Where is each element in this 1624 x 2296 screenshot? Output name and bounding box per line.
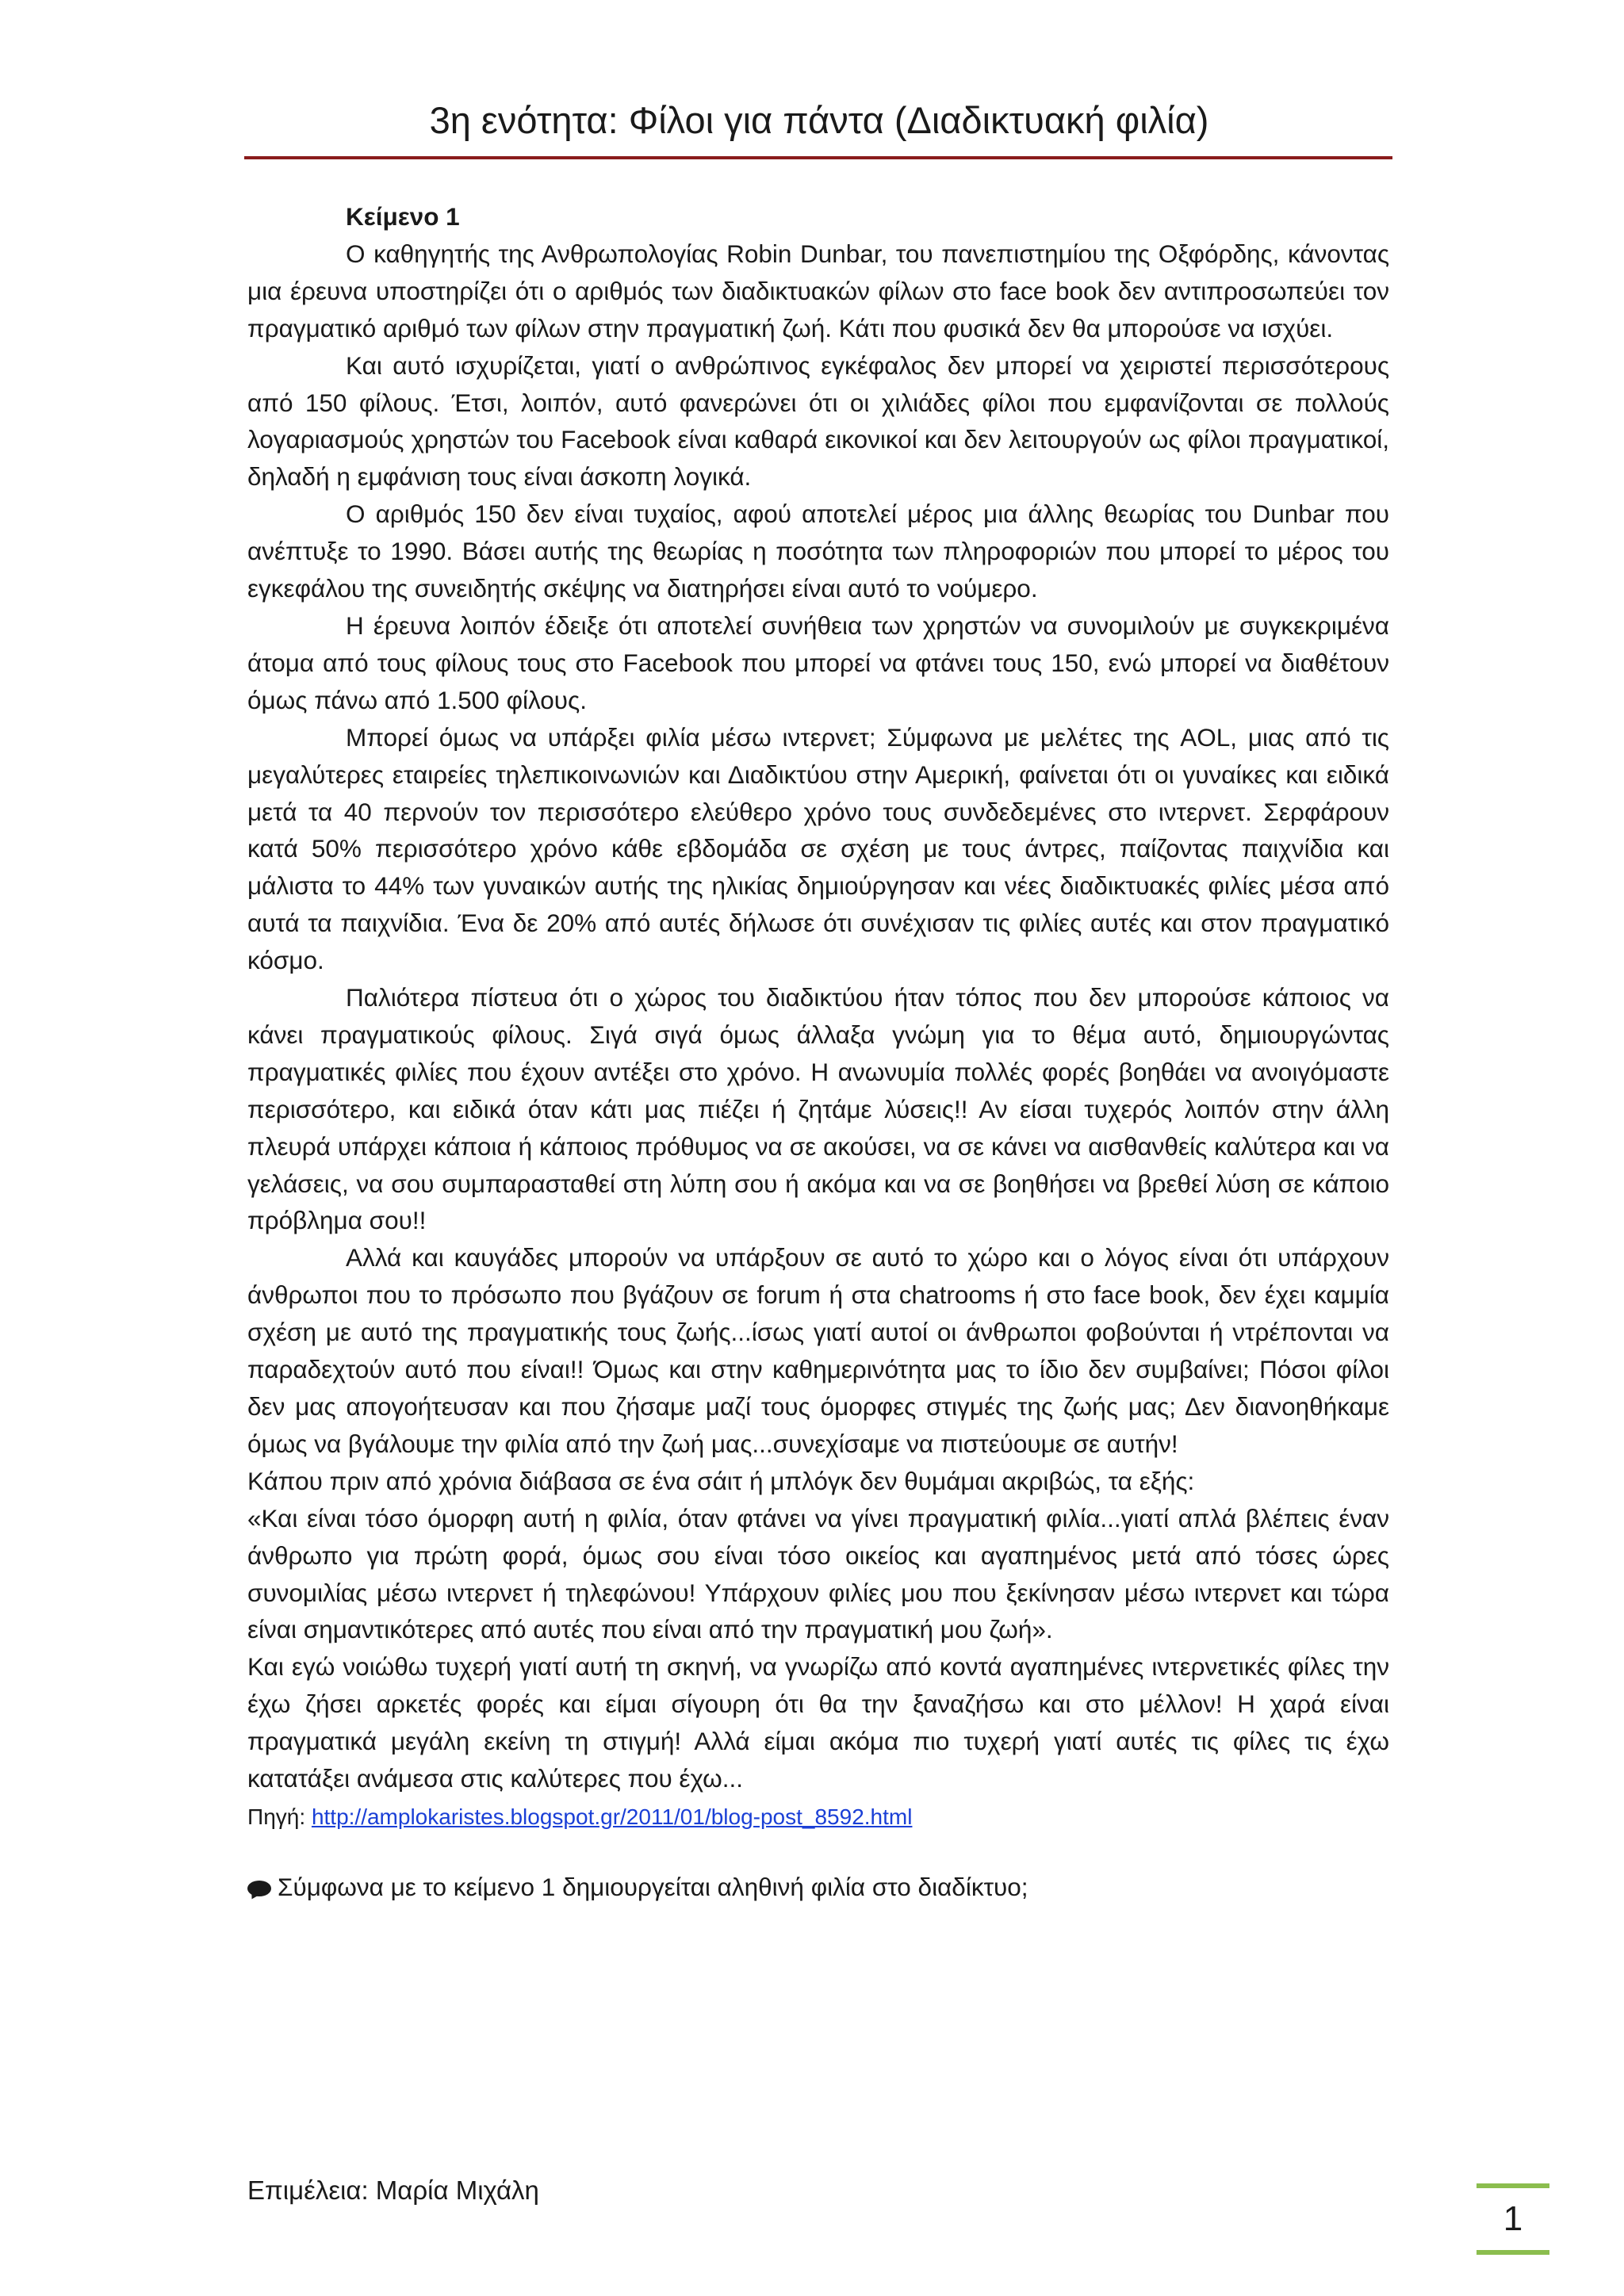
section-title: Κείμενο 1 (346, 202, 460, 231)
question-text: Σύμφωνα με το κείμενο 1 δημιουργείται αληθινή φιλία στο διαδίκτυο; (278, 1872, 1028, 1901)
paragraph-4: Η έρευνα λοιπόν έδειξε ότι αποτελεί συνήθεια των χρηστών να συνομιλούν με συγκεκριμένα άτομα από τους φίλους τους στο Facebook που μπορεί να φτάνει τους 150, ενώ μπορεί να διαθέτουν όμως πάνω από 1.500 φίλους. (247, 610, 1389, 714)
footer-editor: Επιμέλεια: Μαρία Μιχάλη (247, 2175, 539, 2205)
paragraph-5: Μπορεί όμως να υπάρξει φιλία μέσω ιντερνετ; Σύμφωνα με μελέτες της AOL, μιας από τις μεγαλύτερες εταιρείες τηλεπικοινωνιών και Διαδικτύου στην Αμερική, φαίνεται ότι οι γυναίκες και ειδικά μετά τα 40 περνούν τον περισσότερο ελεύθερο χρόνο τους συνδεδεμένες στο ιντερνετ. Σερφάρουν κατά 50% περισσότερο χρόνο κάθε εβδομάδα σε σχέση με τους άντρες, παίζοντας παιχνίδια και μάλιστα το 44% των γυναικών αυτής της ηλικίας δημιούργησαν και νέες διαδικτυακές φιλίες μέσα από αυτά τα παιχνίδια. Ένα δε 20% από αυτές δήλωσε ότι συνέχισαν τις φιλίες αυτές και στον πραγματικό κόσμο. (247, 722, 1389, 975)
speech-bubble-icon (247, 1881, 271, 1898)
paragraph-7: Αλλά και καυγάδες μπορούν να υπάρξουν σε αυτό το χώρο και ο λόγος είναι ότι υπάρχουν άνθρωποι που το πρόσωπο που βγάζουν σε forum ή στα chatrooms ή στο face book, δεν έχει καμμία σχέση με αυτό της πραγματικής τους ζωής...ίσως γιατί αυτοί οι άνθρωποι φοβούνται ή ντρέπονται να παραδεχτούν αυτό που είναι!! Όμως και στην καθημερινότητα μας το ίδιο δεν συμβαίνει; Πόσοι φίλοι δεν μας απογοήτευσαν και που ζήσαμε μαζί τους όμορφες στιγμές της ζωής μας; Δεν διανοηθήκαμε όμως να βγάλουμε την φιλία από την ζωή μας...συνεχίσαμε να πιστεύουμε σε αυτήν! (247, 1243, 1389, 1458)
paragraph-10: Και εγώ νοιώθω τυχερή γιατί αυτή τη σκηνή, να γνωρίζω από κοντά αγαπημένες ιντερνετικές φίλες την έχω ζήσει αρκετές φορές και είμαι σίγουρη ότι θα την ξαναζήσω και στο μέλλον! Η χαρά είναι πραγματικά μεγάλη εκείνη τη στιγμή! Αλλά είμαι ακόμα πιο τυχερή γιατί αυτές τις φίλες τις έχω κατατάξει ανάμεσα στις καλύτερες που έχω... (247, 1652, 1389, 1793)
source-link[interactable]: http://amplokaristes.blogspot.gr/2011/01/blog-post_8592.html (311, 1804, 913, 1829)
source-line (247, 1799, 1389, 1835)
source-label: Πηγή: (247, 1804, 312, 1829)
page-number: 1 (1503, 2199, 1523, 2238)
paragraph-3: Ο αριθμός 150 δεν είναι τυχαίος, αφού αποτελεί μέρος μια άλλης θεωρίας του Dunbar που ανέπτυξε το 1990. Βάσει αυτής της θεωρίας η ποσότητα των πληροφοριών που μπορεί το μέρος του εγκεφάλου της συνειδητής σκέψης να διατηρήσει είναι αυτό το νούμερο. (247, 499, 1389, 603)
page-number-bottom-bar (1477, 2250, 1549, 2255)
question-line (247, 1869, 1389, 1906)
paragraph-8: Κάπου πριν από χρόνια διάβασα σε ένα σάιτ ή μπλόγκ δεν θυμάμαι ακριβώς, τα εξής: (247, 1466, 1195, 1495)
quote-paragraph: «Και είναι τόσο όμορφη αυτή η φιλία, όταν φτάνει να γίνει πραγματική φιλία...γιατί απλά βλέπεις έναν άνθρωπο για πρώτη φορά, όμως σου είναι τόσο οικείος και αγαπημένος μετά από τόσες ώρες συνομιλίας μέσω ιντερνετ ή τηλεφώνου! Υπάρχουν φιλίες μου που ξεκίνησαν μέσω ιντερνετ και τώρα είναι σημαντικότερες από αυτές που είναι από την πραγματική μου ζωή». (247, 1503, 1389, 1644)
paragraph-6: Παλιότερα πίστευα ότι ο χώρος του διαδικτύου ήταν τόπος που δεν μπορούσε κάποιος να κάνει πραγματικούς φίλους. Σιγά σιγά όμως άλλαξα γνώμη για το θέμα αυτό, δημιουργώντας πραγματικές φιλίες που έχουν αντέξει στο χρόνο. Η ανωνυμία πολλές φορές βοηθάει να ανοιγόμαστε περισσότερο, και ειδικά όταν κάτι μας πιέζει ή ζητάμε λύσεις!! Αν είσαι τυχερός λοιπόν στην άλλη πλευρά υπάρχει κάποια ή κάποιος πρόθυμος να σε ακούσει, να σε κάνει να αισθανθείς καλύτερα και να γελάσεις, να σου συμπαρασταθεί στη λύπη σου ή ακόμα και να σε βοηθήσει να βρεθεί λύση σε κάποιο πρόβλημα σου!! (247, 983, 1389, 1235)
paragraph-2: Και αυτό ισχυρίζεται, γιατί ο ανθρώπινος εγκέφαλος δεν μπορεί να χειριστεί περισσότερους από 150 φίλους. Έτσι, λοιπόν, αυτό φανερώνει ότι οι χιλιάδες φίλοι που εμφανίζονται σε πολλούς λογαριασμούς χρηστών του Facebook είναι καθαρά εικονικοί και δεν λειτουργούν ως φίλοι πραγματικοί, δηλαδή η εμφάνιση τους είναι άσκοπη λογικά. (247, 350, 1389, 492)
document-body (247, 198, 1389, 1906)
header-divider (244, 156, 1392, 159)
page-number-top-bar (1477, 2183, 1549, 2188)
paragraph-1: Ο καθηγητής της Ανθρωπολογίας Robin Dunbar, του πανεπιστημίου της Οξφόρδης, κάνοντας μια έρευνα υποστηρίζει ότι ο αριθμός των διαδικτυακών φίλων στο face book δεν αντιπροσωπεύει τον πραγματικό αριθμό των φίλων στην πραγματική ζωή. Κάτι που φυσικά δεν θα μπορούσε να ισχύει. (247, 239, 1389, 342)
page-header-title: 3η ενότητα: Φίλοι για πάντα (Διαδικτυακή φιλία) (429, 99, 1209, 141)
page-number-box (1477, 2183, 1549, 2255)
